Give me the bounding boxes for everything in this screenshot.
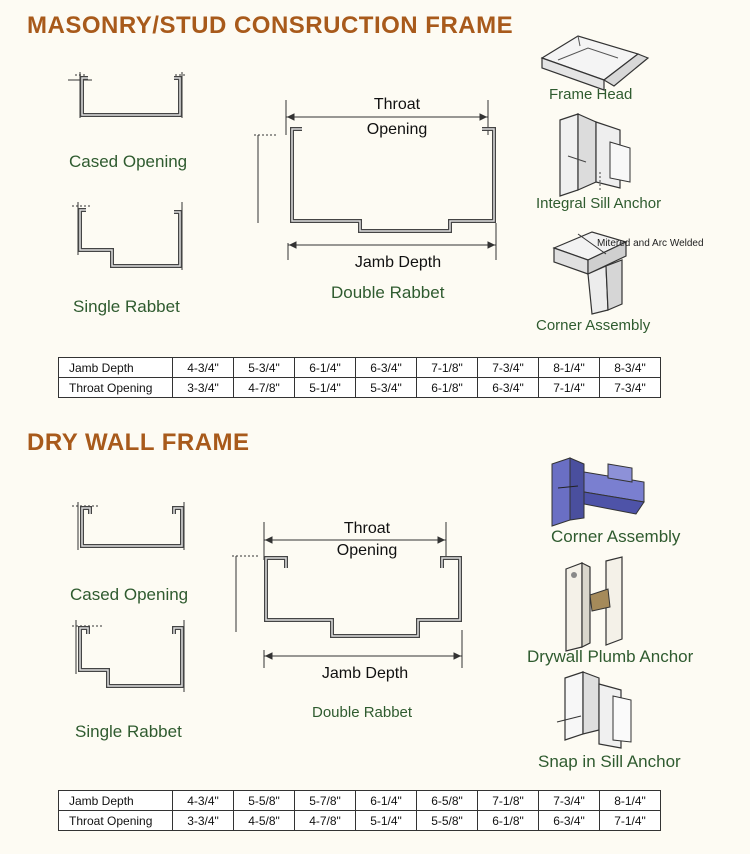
masonry-cased-opening-label: Cased Opening [69,152,188,171]
row-header: Throat Opening [59,378,173,398]
snap-in-sill-anchor-label: Snap in Sill Anchor [538,752,681,771]
table-cell: 4-7/8" [234,378,295,398]
table-cell: 4-3/4" [173,358,234,378]
drywall-plumb-anchor-label: Drywall Plumb Anchor [527,647,694,666]
frame-head-label: Frame Head [549,86,633,103]
table-cell: 4-5/8" [234,811,295,831]
table-row [59,791,661,811]
masonry-section-title: MASONRY/STUD CONSRUCTION FRAME [27,12,514,39]
table-cell: 6-3/4" [539,811,600,831]
table-cell: 6-1/8" [417,378,478,398]
table-cell: 5-3/4" [356,378,417,398]
drywall-single-rabbet-label: Single Rabbet [75,722,182,741]
table-cell: 5-5/8" [234,791,295,811]
plumb-anchor-icon [558,555,638,650]
masonry-spec-table-body [59,358,661,398]
table-cell: 6-3/4" [478,378,539,398]
snap-sill-anchor-icon [555,668,640,753]
masonry-corner-assembly-label: Corner Assembly [536,317,651,334]
table-cell: 7-1/8" [417,358,478,378]
table-cell: 7-3/4" [478,358,539,378]
masonry-cased-opening-profile [60,70,190,125]
drywall-cased-opening-profile [62,500,192,555]
table-cell: 7-3/4" [539,791,600,811]
table-cell: 6-1/8" [478,811,539,831]
table-cell: 7-1/4" [600,811,661,831]
table-cell: 3-3/4" [173,378,234,398]
masonry-single-rabbet-profile [60,200,190,275]
integral-sill-anchor-label: Integral Sill Anchor [536,195,662,212]
table-cell: 4-3/4" [173,791,234,811]
masonry-single-rabbet-label: Single Rabbet [73,297,180,316]
table-row [59,378,661,398]
drywall-throat-label-line2: Opening [336,542,398,559]
table-row [59,358,661,378]
drywall-single-rabbet-profile [62,618,192,698]
table-cell: 5-3/4" [234,358,295,378]
drywall-spec-table [58,790,661,831]
table-cell: 7-1/8" [478,791,539,811]
integral-sill-anchor-icon [550,112,640,197]
mitered-note-label: Mitered and Arc Welded [597,238,704,249]
masonry-spec-table [58,357,661,398]
row-header: Throat Opening [59,811,173,831]
masonry-double-rabbet-label: Double Rabbet [331,283,445,302]
table-cell: 8-1/4" [539,358,600,378]
row-header: Jamb Depth [59,358,173,378]
drywall-spec-table-body [59,791,661,831]
frame-head-icon [538,32,653,92]
table-cell: 3-3/4" [173,811,234,831]
table-cell: 6-3/4" [356,358,417,378]
table-cell: 6-5/8" [417,791,478,811]
masonry-throat-label-line1: Throat [373,96,421,113]
table-cell: 4-7/8" [295,811,356,831]
drywall-cased-opening-label: Cased Opening [70,585,189,604]
table-cell: 7-1/4" [539,378,600,398]
masonry-jamb-depth-label: Jamb Depth [354,254,442,271]
table-cell: 5-1/4" [356,811,417,831]
row-header: Jamb Depth [59,791,173,811]
table-row [59,811,661,831]
drywall-throat-label-line1: Throat [343,520,391,537]
table-cell: 6-1/4" [356,791,417,811]
table-cell: 8-3/4" [600,358,661,378]
drywall-jamb-depth-label: Jamb Depth [321,665,409,682]
table-cell: 6-1/4" [295,358,356,378]
table-cell: 8-1/4" [600,791,661,811]
table-cell: 7-3/4" [600,378,661,398]
table-cell: 5-7/8" [295,791,356,811]
drywall-section-title: DRY WALL FRAME [27,429,250,456]
table-cell: 5-1/4" [295,378,356,398]
drywall-corner-assembly-label: Corner Assembly [551,527,681,546]
drywall-double-rabbet-label: Double Rabbet [312,704,413,721]
table-cell: 5-5/8" [417,811,478,831]
corner-assembly-blue-icon [548,458,658,530]
masonry-throat-label-line2: Opening [366,121,428,138]
